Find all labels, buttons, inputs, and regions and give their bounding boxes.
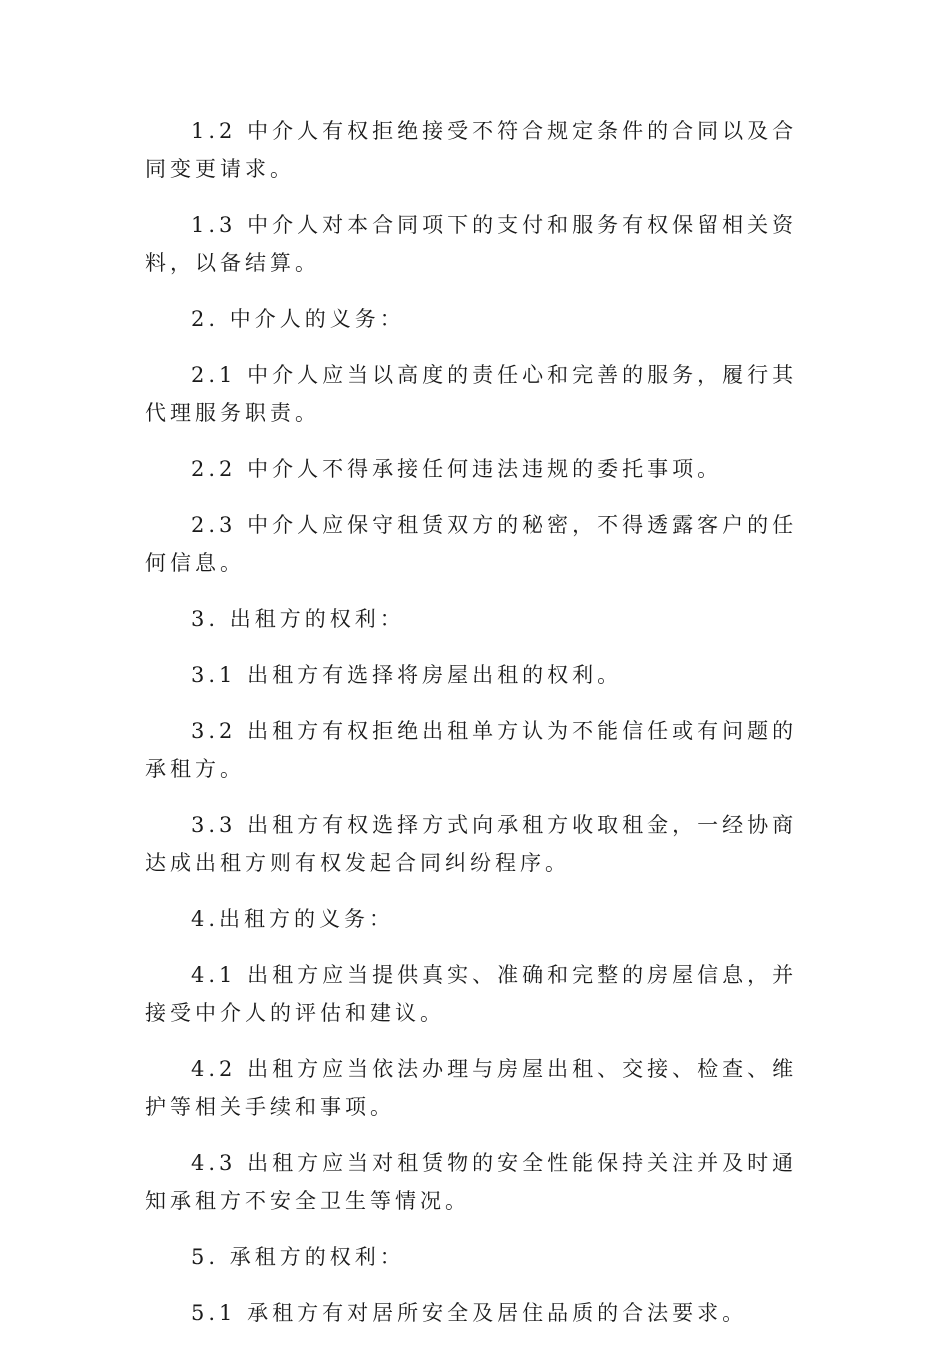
paragraph-2-1: 2.1 中介人应当以高度的责任心和完善的服务，履行其代理服务职责。	[145, 363, 798, 425]
paragraph-1-3: 1.3 中介人对本合同项下的支付和服务有权保留相关资料，以备结算。	[145, 213, 798, 275]
paragraph-3-2: 3.2 出租方有权拒绝出租单方认为不能信任或有问题的承租方。	[145, 719, 798, 781]
paragraph-3-3: 3.3 出租方有权选择方式向承租方收取租金，一经协商达成出租方则有权发起合同纠纷程序。	[145, 813, 798, 875]
paragraph-4-1: 4.1 出租方应当提供真实、准确和完整的房屋信息，并接受中介人的评估和建议。	[145, 963, 798, 1025]
document-body	[145, 112, 805, 1350]
paragraph-4-2: 4.2 出租方应当依法办理与房屋出租、交接、检查、维护等相关手续和事项。	[145, 1057, 798, 1119]
paragraph-1-2: 1.2 中介人有权拒绝接受不符合规定条件的合同以及合同变更请求。	[145, 119, 798, 181]
heading-4-lessor-duties: 4.出租方的义务：	[191, 907, 395, 931]
paragraph-4-3: 4.3 出租方应当对租赁物的安全性能保持关注并及时通知承租方不安全卫生等情况。	[145, 1151, 798, 1213]
heading-5-lessee-rights: 5. 承租方的权利：	[191, 1245, 405, 1269]
paragraph-2-3: 2.3 中介人应保守租赁双方的秘密，不得透露客户的任何信息。	[145, 513, 798, 575]
paragraph-3-1: 3.1 出租方有选择将房屋出租的权利。	[191, 663, 623, 687]
paragraph-2-2: 2.2 中介人不得承接任何违法违规的委托事项。	[191, 457, 723, 481]
heading-2-intermediary-duties: 2. 中介人的义务：	[191, 307, 405, 331]
paragraph-5-1: 5.1 承租方有对居所安全及居住品质的合法要求。	[191, 1301, 748, 1325]
heading-3-lessor-rights: 3. 出租方的权利：	[191, 607, 405, 631]
